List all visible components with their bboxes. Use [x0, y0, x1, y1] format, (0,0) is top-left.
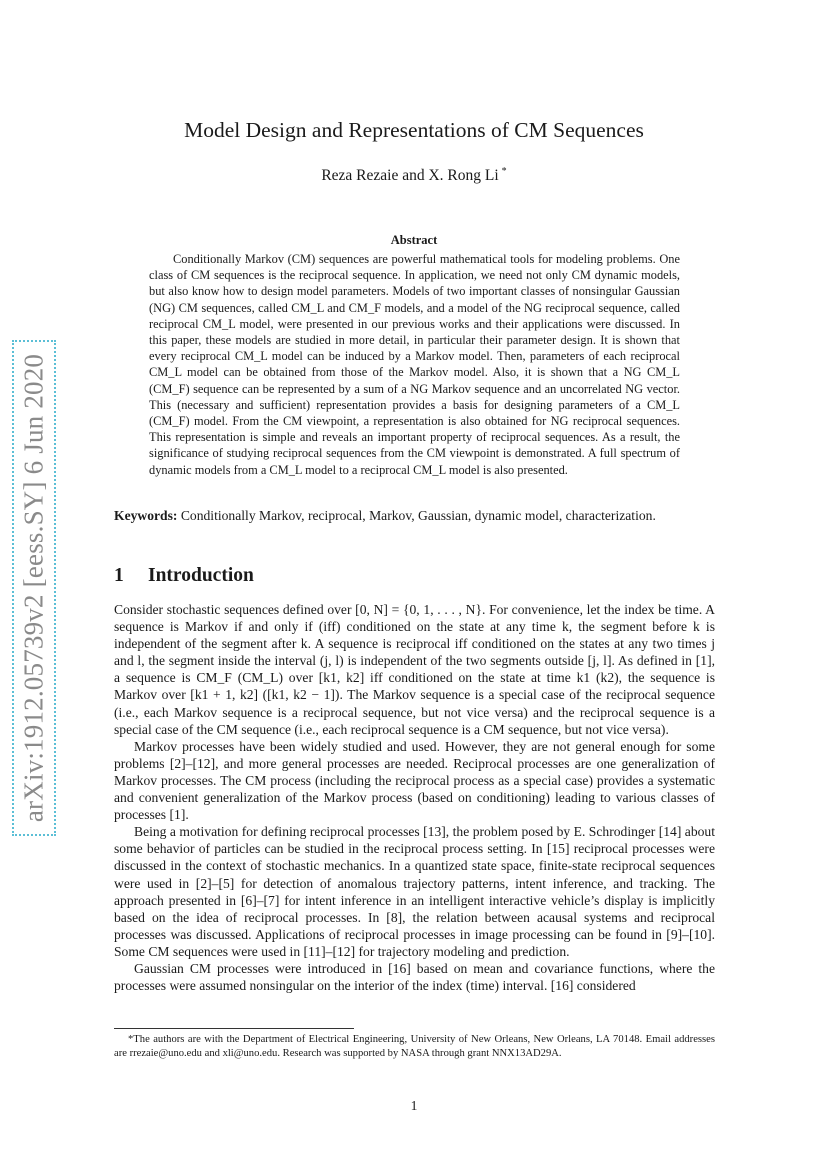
arxiv-identifier: arXiv:1912.05739v2 [eess.SY] 6 Jun 2020 [18, 353, 49, 823]
footnote-rule [114, 1028, 354, 1029]
paragraph: Gaussian CM processes were introduced in [16] based on mean and covariance functions, where the processes were assumed nonsingular on the interior of the index (time) interval. [16] considered [114, 960, 715, 994]
abstract-heading: Abstract [390, 233, 438, 247]
author-footnote-mark: * [501, 166, 507, 177]
paragraph: Consider stochastic sequences defined over [0, N] = {0, 1, . . . , N}. For convenience, let the index be time. A sequence is Markov if and only if (iff) conditioned on the state at any time k, the segment before k is independent of the segment after k. A sequence is reciprocal iff conditioned on the states at any two times j and l, the segment inside the interval (j, l) is independent of the two segments outside [j, l]. As defined in [1], a sequence is CM_F (CM_L) over [k1, k2] iff conditioned on the state at time k1 (k2), the sequence is Markov over [k1 + 1, k2] ([k1, k2 − 1]). The Markov sequence is a special case of the reciprocal sequence (i.e., each Markov sequence is a reciprocal sequence, but not vice versa) and the reciprocal sequence is a special case of the CM sequence (i.e., each reciprocal sequence is a CM sequence, but not vice versa). [114, 602, 715, 737]
keywords-list: Conditionally Markov, reciprocal, Markov, Gaussian, dynamic model, characterization. [180, 508, 656, 523]
page-number: 1 [410, 1098, 418, 1113]
section-title: Introduction [148, 565, 254, 586]
paragraph: Markov processes have been widely studied and used. However, they are not general enough for some problems [2]–[12], and more general processes are needed. Reciprocal processes are one generalization of Markov processes. The CM process (including the reciprocal process as a special case) provides a systematic and convenient generalization of the Markov process (based on conditioning) leading to various classes of processes [1]. [114, 738, 715, 823]
author-line [0, 166, 828, 185]
footnote: *The authors are with the Department of Electrical Engineering, University of New Orleans, New Orleans, LA 70148. Email addresses are rrezaie@uno.edu and xli@uno.edu. Research was supported by NASA through grant NNX13AD29A. [114, 1034, 715, 1059]
abstract-text: Conditionally Markov (CM) sequences are powerful mathematical tools for modeling problems. One class of CM sequences is the reciprocal sequence. In application, we need not only CM dynamic models, but also know how to design model parameters. Models of two important classes of nonsingular Gaussian (NG) CM sequences, called CM_L and CM_F models, and a model of the NG reciprocal sequence, called reciprocal CM_L model, were presented in our previous works and their applications were discussed. In this paper, these models are studied in more detail, in particular their parameter design. It is shown that every reciprocal CM_L model can be induced by a Markov model. Then, parameters of each reciprocal CM_L model can be obtained from those of the Markov model. Also, it is shown that a NG CM_L (CM_F) sequence can be represented by a sum of a NG Markov sequence and an uncorrelated NG vector. This (necessary and sufficient) representation provides a basis for designing parameters of a CM_L (CM_F) model. From the CM viewpoint, a representation is also obtained for NG reciprocal sequences. This representation is simple and reveals an important property of reciprocal sequences. As a result, the significance of studying reciprocal sequences from the CM viewpoint is demonstrated. A full spectrum of dynamic models from a CM_L model to a reciprocal CM_L model is also presented. [149, 252, 680, 477]
keywords [114, 507, 715, 524]
keywords-label: Keywords: [114, 508, 178, 523]
authors: Reza Rezaie and X. Rong Li [321, 167, 499, 185]
section-heading [114, 565, 254, 587]
paragraph: Being a motivation for defining reciprocal processes [13], the problem posed by E. Schrodinger [14] about some behavior of particles can be studied in the reciprocal process setting. In [15] reciprocal processes were discussed in the context of stochastic mechanics. In a quantized state space, finite-state reciprocal sequences were used in [2]–[5] for detection of anomalous trajectory patterns, intent inference, and tracking. The approach presented in [6]–[7] for intent inference in an intelligent interactive vehicle’s display is implicitly based on the idea of reciprocal processes. In [8], the relation between acausal systems and reciprocal processes was discussed. Applications of reciprocal processes in image processing can be found in [9]–[10]. Some CM sequences were used in [11]–[12] for trajectory modeling and prediction. [114, 824, 715, 959]
introduction-body [114, 601, 715, 994]
section-number: 1 [114, 565, 124, 586]
arxiv-identifier-stamp [12, 340, 56, 836]
paper-title: Model Design and Representations of CM Sequences [184, 118, 644, 142]
